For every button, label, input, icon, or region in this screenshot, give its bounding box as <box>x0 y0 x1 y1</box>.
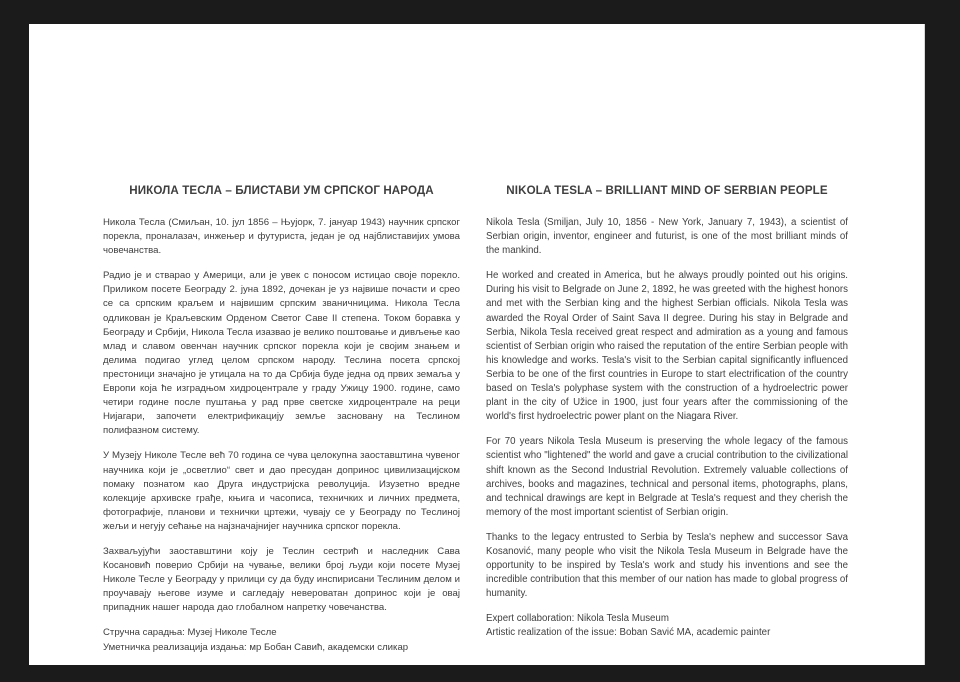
serbian-paragraph: У Музеју Николе Тесле већ 70 година се чува целокупна заоставштина чувеног научника који је „осветлио“ свет и дао пресудан допринос цивилизацијском помаку познатом као Друга индустријска револуција. Изузетно вредне колекције архивске грађе, књига и часописа, техничких и личних предмета, фотографије, планови и технички цртежи, чувају се у Београду по Теслиној жељи и негују сећање на најзначајнијег научника српског порекла. <box>103 450 460 532</box>
english-column <box>486 184 848 641</box>
english-paragraph: He worked and created in America, but he always proudly pointed out his origins. During his visit to Belgrade on June 2, 1892, he was greeted with the highest honors and met with the Serbian king and the highest Serbian officials. Nikola Tesla was awarded the Royal Order of Saint Sava II degree. During his stay in Belgrade and Serbia, Nikola Tesla received great respect and admiration as a young and famous scientist of Serbian origin who raised the reputation of the entire Serbian people with his knowledge and works. Tesla's visit to the Serbian capital significantly influenced Serbia to be one of the first countries in Europe to start electrification of the country based on Tesla's polyphase system with the construction of a hydroelectric power plant in the city of Užice in 1900, just four years after the commissioning of the world's first hydroelectric power plant on the Niagara River. <box>486 270 848 423</box>
english-credit-line: Artistic realization of the issue: Boban Savić MA, academic painter <box>486 627 771 639</box>
serbian-credits <box>103 626 460 654</box>
english-title: NIKOLA TESLA – BRILLIANT MIND OF SERBIAN PEOPLE <box>506 184 828 197</box>
serbian-title: НИКОЛА ТЕСЛА – БЛИСТАВИ УМ СРПСКОГ НАРОДА <box>129 184 434 197</box>
serbian-credit-line: Стручна сарадња: Музеј Николе Тесле <box>103 627 277 639</box>
english-paragraph: Thanks to the legacy entrusted to Serbia by Tesla's nephew and successor Sava Kosanović, many people who visit the Nikola Tesla Museum in Belgrade have the opportunity to be inspired by Tesla's work and study his inventions and see the incredible contribution that this member of our nation has made to global progress of humanity. <box>486 531 848 600</box>
serbian-paragraph: Никола Тесла (Смиљан, 10. јул 1856 – Њујорк, 7. јануар 1943) научник српског порекла, проналазач, инжењер и футуриста, један је од најблиставијих умова човечанства. <box>103 217 460 257</box>
serbian-paragraph: Радио је и стварао у Америци, али је увек с поносом истицао своје порекло. Приликом посете Београду 2. јуна 1892, дочекан је уз највише почасти и срео се са српским краљем и највишим српским званичницима. Никола Тесла одликован је Краљевским Орденом Светог Саве II степена. Током боравка у Београду и Србији, Никола Тесла изазвао је велико поштовање и дивљење као млад и славом овенчан научник српског порекла који је својим знањем и делима подигао углед целом српском народу. Теслина посета српској престоници значајно је утицала на то да Србија буде једна од првих земаља у Европи која ће изградњом хидроцентрале у граду Ужицу 1900. године, само четири године после пуштања у рад прве светске хидроцентрале на реци Нијагари, започети електрификацију земље засновану на Теслином полифазном систему. <box>103 270 460 437</box>
serbian-credit-line: Уметничка реализација издања: мр Бобан Савић, академски сликар <box>103 641 409 653</box>
english-credits <box>486 612 848 640</box>
document-sheet <box>29 24 925 665</box>
english-paragraph: Nikola Tesla (Smiljan, July 10, 1856 - New York, January 7, 1943), a scientist of Serbian origin, inventor, engineer and futurist, is one of the most brilliant minds of the mankind. <box>486 217 848 257</box>
english-paragraph: For 70 years Nikola Tesla Museum is preserving the whole legacy of the famous scientist who "lightened" the world and gave a crucial contribution to the civilizational shift known as the Second Industrial Revolution. Extremely valuable collections of archives, books and magazines, technical and personal items, photographs, plans, and technical drawings are kept in Belgrade at Tesla's request and they cherish the memory of the most important scientist of Serbian origin. <box>486 436 848 518</box>
english-credit-line: Expert collaboration: Nikola Tesla Museum <box>486 613 669 625</box>
serbian-paragraph: Захваљујући заоставштини коју је Теслин сестрић и наследник Сава Косановић поверио Србији на чување, велики број људи који посете Музеј Николе Тесле у Београду у прилици су да буду инспирисани Теслиним делом и проучавају његове изуме и сагледају невероватан допринос који је овај припадник нашег народа дао глобалном напретку човечанства. <box>103 545 460 614</box>
serbian-column <box>103 184 460 655</box>
